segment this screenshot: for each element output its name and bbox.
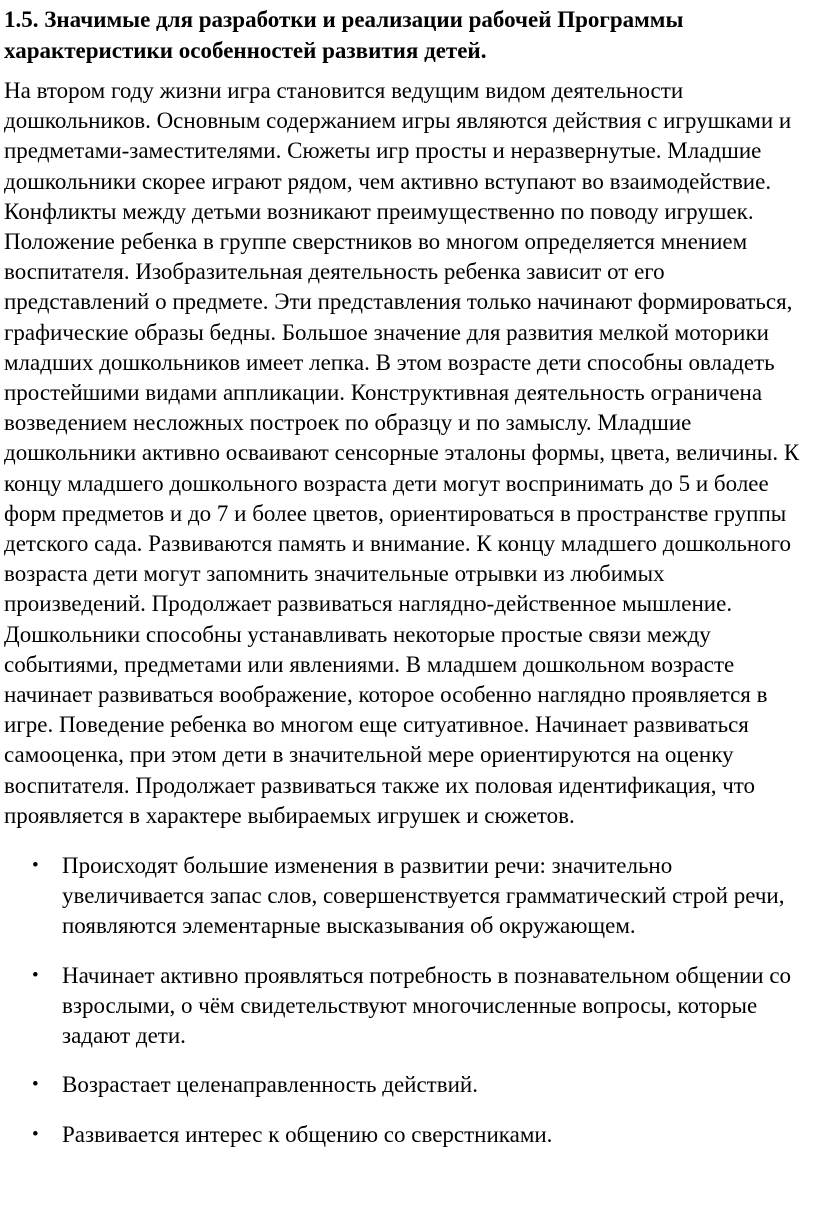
bullet-icon: • <box>32 964 39 986</box>
bullet-item <box>4 961 810 1052</box>
bullet-list <box>4 851 810 1150</box>
bullet-item <box>4 1070 810 1100</box>
bullet-item <box>4 851 810 942</box>
bullet-icon: • <box>32 855 39 877</box>
bullet-icon: • <box>32 1123 39 1145</box>
bullet-text: Начинает активно проявляться потребность в познавательном общении со взрослыми, о чём свидетельствуют многочисленные вопросы, которые задают дети. <box>62 962 792 1049</box>
section-heading: 1.5. Значимые для разработки и реализации рабочей Программы характеристики особенностей развития детей. <box>4 7 684 63</box>
bullet-text: Развивается интерес к общению со сверстниками. <box>62 1121 553 1147</box>
document-page <box>0 4 816 1211</box>
bullet-text: Возрастает целенаправленность действий. <box>62 1072 478 1098</box>
body-paragraph: На втором году жизни игра становится ведущим видом деятельности дошкольников. Основным содержанием игры являются действия с игрушками и предметами-заместителями. Сюжеты игр просты и неразвернутые. Младшие дошкольники скорее играют рядом, чем активно вступают во взаимодействие. Конфликты между детьми возникают преимущественно по поводу игрушек. Положение ребенка в группе сверстников во многом определяется мнением воспитателя. Изобразительная деятельность ребенка зависит от его представлений о предмете. Эти представления только начинают формироваться, графические образы бедны. Большое значение для развития мелкой моторики младших дошкольников имеет лепка. В этом возрасте дети способны овладеть простейшими видами аппликации. Конструктивная деятельность ограничена возведением несложных построек по образцу и по замыслу. Младшие дошкольники активно осваивают сенсорные эталоны формы, цвета, величины. К концу младшего дошкольного возраста дети могут воспринимать до 5 и более форм предметов и до 7 и более цветов, ориентироваться в пространстве группы детского сада. Развиваются память и внимание. К концу младшего дошкольного возраста дети могут запомнить значительные отрывки из любимых произведений. Продолжает развиваться наглядно-действенное мышление. Дошкольники способны устанавливать некоторые простые связи между событиями, предметами или явлениями. В младшем дошкольном возрасте начинает развиваться воображение, которое особенно наглядно проявляется в игре. Поведение ребенка во многом еще ситуативное. Начинает развиваться самооценка, при этом дети в значительной мере ориентируются на оценку воспитателя. Продолжает развиваться также их половая идентификация, что проявляется в характере выбираемых игрушек и сюжетов. <box>4 78 800 828</box>
bullet-icon: • <box>32 1074 39 1096</box>
bullet-item <box>4 1120 810 1150</box>
bullet-text: Происходят большие изменения в развитии речи: значительно увеличивается запас слов, совершенствуется грамматический строй речи, появляются элементарные высказывания об окружающем. <box>62 853 785 939</box>
